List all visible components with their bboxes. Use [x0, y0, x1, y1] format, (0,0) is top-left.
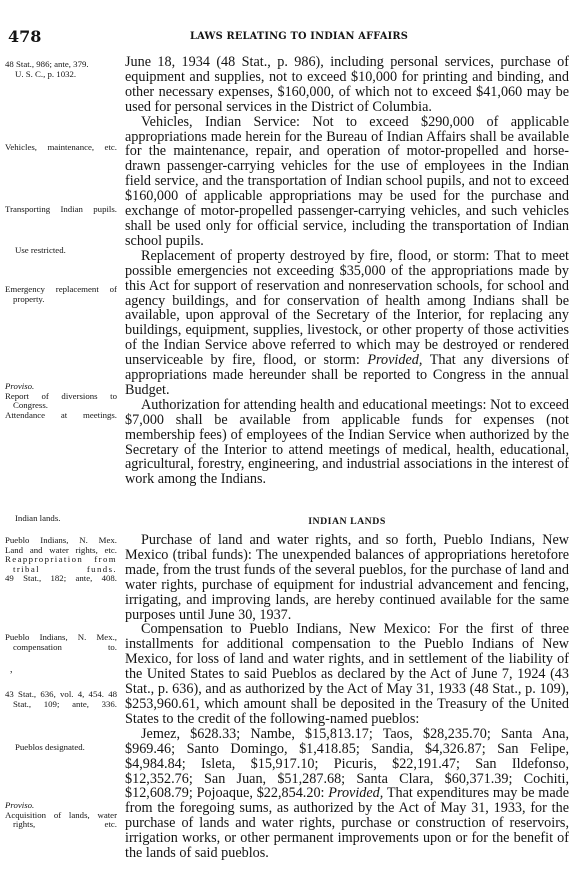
paragraph-vehicles: Vehicles, Indian Service: Not to exceed $290,000 of applicable appropriations made herein for the Bureau of Indian Affairs shall be available for the maintenance, repair, and operation of motor-propelled and horse-drawn passenger-carrying vehicles for the use of employees in the Indian field service, and the transportation of Indian school pupils, and not to exceed $160,000 of applicable appropriations may be used for the purchase and exchange of motor-propelled passenger-carrying vehicles, and such vehicles shall be used only for official service, including the transportation of Indian school pupils.: [125, 113, 569, 249]
margin-note-transporting-pupils: Transporting Indian pupils.: [5, 204, 117, 214]
paragraph-purchase-of-land: Purchase of land and water rights, and so forth, Pueblo Indians, New Mexico (tribal funds): The unexpended balances of appropriations heretofore made, from the trust funds of the several pueblos, for the purchase of land and water rights, purchase of equipment for industrial advancement and fencing, irrigating, and improving lands, are hereby continued available for the same purposes until June 30, 1937.: [125, 532, 569, 623]
margin-note-pueblo-compensation: Pueblo Indians, N. Mex., compensation to.: [5, 632, 117, 652]
stray-mark: ,: [10, 664, 13, 675]
margin-note-statute-citations: 43 Stat., 636, vol. 4, 454. 48 Stat., 109; ante, 336.: [5, 689, 117, 709]
margin-note-emergency-replacement: Emergency replacement of property.: [5, 284, 117, 304]
margin-note-proviso-report: Proviso. Report of diversions to Congress. Attendance at meetings.: [5, 381, 117, 420]
margin-note-use-restricted: Use restricted.: [15, 245, 66, 255]
margin-note-indian-lands: Indian lands.: [15, 513, 61, 523]
paragraph-personal-services: June 18, 1934 (48 Stat., p. 986), including personal services, purchase of equipment and supplies, not to exceed $10,000 for printing and binding, and other necessary expenses, $160,000, of which not to exceed $41,060 may be used for personal services in the District of Columbia.: [125, 54, 569, 115]
page-header: [0, 27, 586, 47]
paragraph-attending-meetings: Authorization for attending health and educational meetings: Not to exceed $7,000 shall be available from applicable funds for expenses (not membership fees) of employees of the Indian Service when authorized by the Secretary of the Interior to attend meetings of medical, health, educational, agricultural, forestry, engineering, and industrial associations in the interest of work among the Indians.: [125, 396, 569, 488]
paragraph-replacement-of-property: Replacement of property destroyed by fire, flood, or storm: That to meet possible emergencies not exceeding $35,000 of the appropriations made by this Act for support of reservation and nonreservation schools, for school and agency buildings, and for conservation of health among Indians shall be available, upon approval of the Secretary of the Interior, for replacing any buildings, equipment, supplies, livestock, or other property of those activities of the Indian Service above referred to which may be destroyed or rendered unserviceable by fire, flood, or storm: Provided, That any diversions of appropriations made hereunder shall be reported to Congress in the annual Budget.: [125, 247, 570, 398]
paragraph-pueblo-list: Jemez, $628.33; Nambe, $15,813.17; Taos, $28,235.70; Santa Ana, $969.46; Santo Domingo, $1,418.85; Sandia, $4,326.87; San Felipe, $4,984.84; Isleta, $15,917.10; Picuris, $22,191.47; San Ildefonso, $12,352.76; San Juan, $51,287.68; Santa Clara, $60,371.39; Cochiti, $12,608.79; Pojoaque, $22,854.20: Provided, That expenditures may be made from the foregoing sums, as authorized by the Act of May 31, 1933, for the purchase of lands and water rights, purchase or construction of reservoirs, irrigation works, or other permanent improvements upon or for the benefit of the lands of said pueblos.: [125, 725, 570, 862]
margin-note-citation: 48 Stat., 986; ante, 379. U. S. C., p. 1032.: [5, 59, 89, 79]
margin-note-vehicles: Vehicles, maintenance, etc.: [5, 142, 117, 152]
section-heading: INDIAN LANDS: [308, 516, 386, 527]
running-title: LAWS RELATING TO INDIAN AFFAIRS: [190, 31, 409, 42]
body-text-lower: [125, 533, 569, 861]
paragraph-compensation: Compensation to Pueblo Indians, New Mexico: For the first of three installments for additional compensation to the Pueblo Indians of New Mexico, for loss of land and water rights, and in settlement of the liability of the United States to said Pueblos as declared by the Act of June 7, 1924 (43 Stat., p. 636), and as authorized by the Act of May 31, 1933 (48 Stat., p. 109), $253,960.61, which amount shall be deposited in the Treasury of the United States to the credit of the following-named pueblos:: [125, 621, 569, 727]
margin-note-pueblos-designated: Pueblos designated.: [15, 742, 85, 752]
page-number: 478: [8, 27, 42, 46]
margin-note-pueblo-land-water: Pueblo Indians, N. Mex. Land and water rights, etc. Reappropriation from tribal funds. 49 Stat., 182; ante, 408.: [5, 535, 117, 584]
margin-note-proviso-acquisition: Proviso. Acquisition of lands, water rights, etc.: [5, 800, 117, 830]
body-text-upper: [125, 55, 569, 487]
